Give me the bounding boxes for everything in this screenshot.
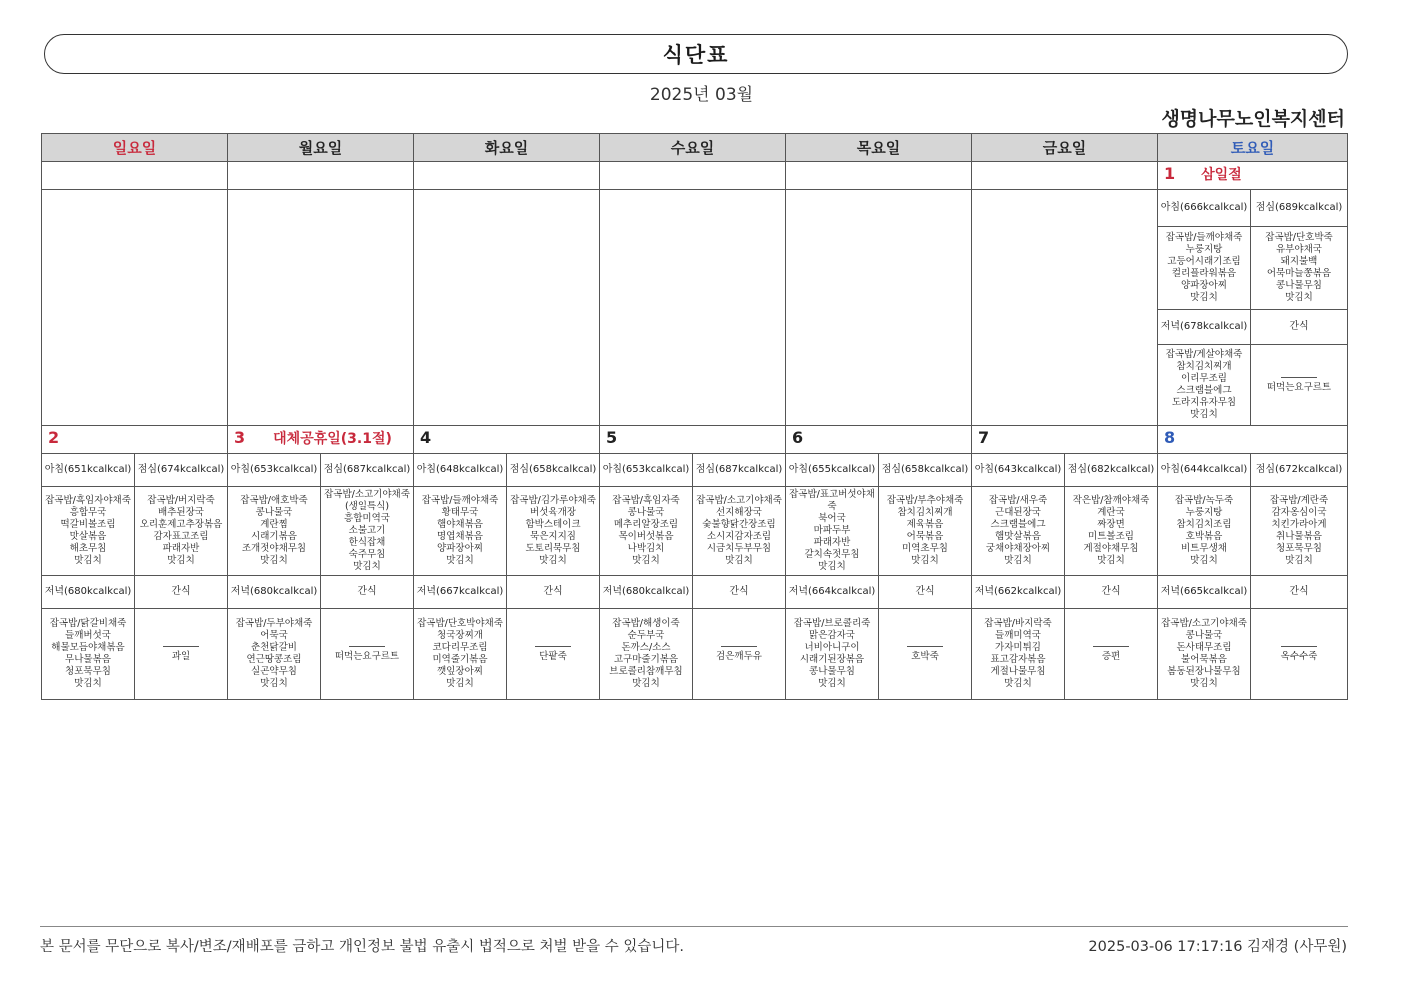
dish-item: 떡갈비볼조림: [60, 519, 116, 530]
dish-item: 맛김치: [1004, 555, 1032, 566]
empty-day-cell: [600, 190, 786, 426]
dish-item: 이리무조림: [1181, 373, 1227, 384]
dish-item: 잡곡밥/해생이죽: [612, 618, 680, 629]
dish-item: 햄맛살볶음: [995, 531, 1041, 542]
empty-date-cell: [972, 162, 1158, 190]
dish-list: [693, 487, 786, 576]
footer-notice: 본 문서를 무단으로 복사/변조/재배포를 금하고 개인정보 불법 유출시 법적으로 처벌 받을 수 있습니다.: [40, 939, 684, 955]
dish-item: 숯불향닭간장조림: [702, 519, 776, 530]
meal-label: 저녁(662kcalkcal): [972, 576, 1065, 609]
snack-divider: [907, 646, 943, 647]
dish-list: [42, 609, 135, 700]
meal-label: 저녁(680kcalkcal): [600, 576, 693, 609]
dish-item: 고등어시래기조림: [1167, 256, 1241, 267]
dish-item: 맛김치: [911, 555, 939, 566]
snack-item: 단팥죽: [539, 650, 567, 662]
dish-item: 맛김치: [632, 678, 660, 689]
dish-item: 불어묵볶음: [1181, 654, 1227, 665]
dish-item: 버섯육개장: [530, 507, 576, 518]
dish-item: 고구마줄기볶음: [613, 654, 679, 665]
dish-item: 잡곡밥/소고기야채죽: [696, 495, 782, 506]
meal-label: 간식: [693, 576, 786, 609]
meal-label: 점심(687kcalkcal): [693, 454, 786, 487]
date-cell: [228, 426, 414, 454]
dish-item: 미역초무침: [902, 543, 948, 554]
dish-item: 연근땅콩조림: [246, 654, 302, 665]
dish-list: [1158, 609, 1251, 700]
meal-label: 점심(672kcalkcal): [1251, 454, 1348, 487]
dish-list: [1251, 487, 1348, 576]
meal-label: 아침(653kcalkcal): [600, 454, 693, 487]
date-cell: [42, 426, 228, 454]
meal-label: 점심(658kcalkcal): [879, 454, 972, 487]
dish-item: 가자미튀김: [995, 642, 1041, 653]
dish-item: 양파장아찌: [1181, 280, 1227, 291]
date-cell: [600, 426, 786, 454]
dish-item: 배추된장국: [158, 507, 204, 518]
snack-item: 과일: [171, 650, 191, 662]
dish-item: 맑은감자국: [809, 630, 855, 641]
dish-item: 스크램블에그: [990, 519, 1046, 530]
snack-cell: [1065, 609, 1158, 700]
dish-item: 해초무침: [69, 543, 107, 554]
date-cell: [1158, 426, 1348, 454]
snack-item: 검은깨두유: [716, 650, 762, 662]
dish-item: 어묵국: [260, 630, 288, 641]
snack-item: 떠먹는요구르트: [1266, 381, 1332, 393]
dish-item: 맛김치: [446, 678, 474, 689]
footer-divider: [40, 926, 1348, 927]
dish-item: 선지해장국: [716, 507, 762, 518]
dish-item: 잡곡밥/게살야채죽: [1165, 349, 1243, 360]
snack-cell: [693, 609, 786, 700]
dish-item: 맛김치: [1285, 292, 1313, 303]
dish-list: [1158, 227, 1251, 310]
dish-item: 돼지불백: [1280, 256, 1318, 267]
dish-item: 시금치두부무침: [706, 543, 772, 554]
weekday-header: 화요일: [414, 134, 600, 162]
dish-list: [42, 487, 135, 576]
dish-item: 잡곡밥/흑임자야채죽: [45, 495, 131, 506]
dish-item: 양파장아찌: [437, 543, 483, 554]
dish-item: 들깨버섯국: [65, 630, 111, 641]
snack-divider: [1281, 646, 1317, 647]
dish-item: 잡곡밥/소고기야채죽: [1161, 618, 1247, 629]
title-box: [44, 34, 1348, 74]
dish-item: 미역줄기볶음: [432, 654, 488, 665]
dish-item: 콩나물국: [627, 507, 665, 518]
dish-list: [135, 487, 228, 576]
dish-list: [1065, 487, 1158, 576]
dish-item: 돈사태무조림: [1176, 642, 1232, 653]
dish-item: 맛김치: [1190, 555, 1218, 566]
dish-item: 콩나물무침: [809, 666, 855, 677]
dish-list: [414, 609, 507, 700]
dish-item: 맛김치: [818, 561, 846, 572]
weekday-header: 수요일: [600, 134, 786, 162]
dish-list: [1251, 227, 1348, 310]
meal-label: 간식: [1251, 576, 1348, 609]
snack-divider: [1093, 646, 1129, 647]
snack-cell: [1251, 609, 1348, 700]
dish-list: [228, 609, 321, 700]
dish-item: 참치김치찌개: [897, 507, 953, 518]
meal-label: 저녁(678kcalkcal): [1158, 310, 1251, 345]
dish-list: [507, 487, 600, 576]
dish-item: 컬리플라워볶음: [1171, 268, 1237, 279]
dish-item: 게절야채무침: [1083, 543, 1139, 554]
meal-label: 저녁(665kcalkcal): [1158, 576, 1251, 609]
dish-item: 너비아니구이: [804, 642, 860, 653]
dish-item: 춘천닭갈비: [251, 642, 297, 653]
dish-item: 깻잎장아찌: [437, 666, 483, 677]
dish-item: 궁채야채장아찌: [985, 543, 1051, 554]
dish-item: 맛김치: [74, 555, 102, 566]
dish-list: [1158, 487, 1251, 576]
date-number: 2: [48, 428, 60, 447]
meal-calendar: [41, 133, 1348, 700]
date-number: 6: [792, 428, 804, 447]
snack-cell: [879, 609, 972, 700]
weekday-header: 금요일: [972, 134, 1158, 162]
dish-item: 콩나물무침: [1276, 280, 1322, 291]
dish-item: 맛김치: [1190, 292, 1218, 303]
meal-label: 아침(666kcalkcal): [1158, 190, 1251, 227]
dish-item: 잡곡밥/단호박야채죽: [417, 618, 503, 629]
snack-cell: [1251, 345, 1348, 426]
dish-item: 시래기볶음: [251, 531, 297, 542]
meal-label: 저녁(664kcalkcal): [786, 576, 879, 609]
dish-list: [600, 609, 693, 700]
meal-label: 간식: [321, 576, 414, 609]
dish-item: 햄야채볶음: [437, 519, 483, 530]
dish-item: 맛김치: [1285, 555, 1313, 566]
meal-label: 아침(644kcalkcal): [1158, 454, 1251, 487]
empty-day-cell: [414, 190, 600, 426]
dish-item: 소불고기: [348, 525, 386, 536]
footer-stamp: 2025-03-06 17:17:16 김재경 (사무원): [1088, 939, 1347, 955]
snack-cell: [321, 609, 414, 700]
dish-item: 콩나물국: [1185, 630, 1223, 641]
meal-label: 점심(689kcalkcal): [1251, 190, 1348, 227]
snack-divider: [535, 646, 571, 647]
dish-item: 잡곡밥/들깨야채죽: [1165, 232, 1243, 243]
dish-item: 작은밥/참깨야채죽: [1072, 495, 1150, 506]
dish-list: [879, 487, 972, 576]
dish-item: 소시지감자조림: [706, 531, 772, 542]
dish-list: [972, 487, 1065, 576]
dish-item: 호박볶음: [1185, 531, 1223, 542]
empty-date-cell: [600, 162, 786, 190]
snack-divider: [1281, 377, 1317, 378]
dish-item: 목이버섯볶음: [618, 531, 674, 542]
dish-item: 맛김치: [1097, 555, 1125, 566]
page-title: 식단표: [662, 43, 730, 67]
organization-name: 생명나무노인복지센터: [1161, 108, 1345, 130]
dish-item: 잡곡밥/계란죽: [1269, 495, 1329, 506]
dish-item: 유부야채국: [1276, 244, 1322, 255]
dish-item: 맛김치: [353, 561, 381, 572]
dish-item: 맛김치: [260, 678, 288, 689]
meal-label: 간식: [135, 576, 228, 609]
meal-label: 간식: [507, 576, 600, 609]
dish-list: [786, 609, 879, 700]
dish-item: 조개젓야채무침: [241, 543, 307, 554]
dish-item: 어묵마늘쫑볶음: [1266, 268, 1332, 279]
dish-item: 순두부국: [627, 630, 665, 641]
dish-item: 흥합미역국: [344, 513, 390, 524]
meal-label: 아침(643kcalkcal): [972, 454, 1065, 487]
dish-item: 마파두부: [813, 525, 851, 536]
dish-item: 잡곡밥/표고버섯야채죽: [789, 489, 875, 512]
dish-item: 참치김치조림: [1176, 519, 1232, 530]
dish-item: 청포묵무침: [1276, 543, 1322, 554]
dish-item: 계란찜: [260, 519, 288, 530]
dish-item: 갈치속젓무침: [804, 549, 860, 560]
dish-item: 스크램블에그: [1176, 385, 1232, 396]
meal-label: 점심(687kcalkcal): [321, 454, 414, 487]
dish-item: 미트볼조림: [1088, 531, 1134, 542]
dish-item: 짜장면: [1097, 519, 1125, 530]
dish-item: 누룽지탕: [1185, 244, 1223, 255]
dish-item: 오리훈제고추장볶음: [139, 519, 223, 530]
dish-item: 맛김치: [725, 555, 753, 566]
dish-item: 실곤약무침: [251, 666, 297, 677]
dish-item: 봄동된장나물무침: [1167, 666, 1241, 677]
meal-label: 점심(658kcalkcal): [507, 454, 600, 487]
dish-item: 잡곡밥/흑임자죽: [612, 495, 680, 506]
snack-cell: [135, 609, 228, 700]
meal-label: 점심(674kcalkcal): [135, 454, 228, 487]
meal-label: 아침(651kcalkcal): [42, 454, 135, 487]
dish-item: 잡곡밥/단호박죽: [1265, 232, 1333, 243]
meal-label: 저녁(680kcalkcal): [228, 576, 321, 609]
dish-item: 한식잡채: [348, 537, 386, 548]
date-cell: [1158, 162, 1348, 190]
meal-label: 아침(653kcalkcal): [228, 454, 321, 487]
meal-label: 점심(682kcalkcal): [1065, 454, 1158, 487]
dish-item: 맛김치: [74, 678, 102, 689]
date-cell: [786, 426, 972, 454]
snack-item: 증편: [1101, 650, 1121, 662]
dish-item: 잡곡밥/김가루야채죽: [510, 495, 596, 506]
empty-date-cell: [228, 162, 414, 190]
snack-divider: [349, 646, 385, 647]
dish-item: 어묵볶음: [906, 531, 944, 542]
dish-item: 잡곡밥/버지락죽: [147, 495, 215, 506]
dish-item: 시래기된장볶음: [799, 654, 865, 665]
date-number: 1: [1164, 164, 1176, 183]
dish-list: [321, 487, 414, 576]
dish-item: 들깨미역국: [995, 630, 1041, 641]
holiday-label: 대체공휴일(3.1절): [273, 431, 392, 447]
dish-item: 무나물볶음: [65, 654, 111, 665]
empty-day-cell: [972, 190, 1158, 426]
snack-cell: [507, 609, 600, 700]
dish-item: 맛살볶음: [69, 531, 107, 542]
dish-item: 숙주무침: [348, 549, 386, 560]
dish-item: 콩나물국: [255, 507, 293, 518]
dish-item: 파래자반: [162, 543, 200, 554]
date-number: 5: [606, 428, 618, 447]
dish-item: 묵은지지짐: [530, 531, 576, 542]
dish-item: 잡곡밥/소고기야채죽(생일특식): [324, 489, 410, 512]
dish-item: 도라지유자무침: [1171, 397, 1237, 408]
snack-divider: [721, 646, 757, 647]
meal-label: 아침(655kcalkcal): [786, 454, 879, 487]
dish-list: [600, 487, 693, 576]
dish-item: 맛김치: [818, 678, 846, 689]
weekday-header: 목요일: [786, 134, 972, 162]
dish-list: [972, 609, 1065, 700]
dish-item: 잡곡밥/녹두죽: [1174, 495, 1234, 506]
dish-item: 잡곡밥/닭갈비채죽: [49, 618, 127, 629]
snack-item: 떠먹는요구르트: [334, 650, 400, 662]
empty-day-cell: [786, 190, 972, 426]
dish-item: 감자표고조림: [153, 531, 209, 542]
date-cell: [972, 426, 1158, 454]
date-cell: [414, 426, 600, 454]
date-number: 4: [420, 428, 432, 447]
dish-item: 잡곡밥/브로콜리죽: [793, 618, 871, 629]
dish-item: 근대된장국: [995, 507, 1041, 518]
empty-day-cell: [42, 190, 228, 426]
dish-item: 코다리무조림: [432, 642, 488, 653]
dish-item: 잡곡밥/부추야채죽: [886, 495, 964, 506]
snack-item: 옥수수죽: [1280, 650, 1318, 662]
snack-divider: [163, 646, 199, 647]
dish-item: 흥합무국: [69, 507, 107, 518]
dish-item: 맛김치: [1004, 678, 1032, 689]
dish-item: 맛김치: [632, 555, 660, 566]
dish-item: 청국장찌개: [437, 630, 483, 641]
weekday-header: 월요일: [228, 134, 414, 162]
holiday-label: 삼일절: [1201, 167, 1242, 183]
dish-item: 메추리알장조림: [613, 519, 679, 530]
period-label: 2025년 03월: [649, 85, 754, 105]
dish-item: 황태무국: [441, 507, 479, 518]
empty-date-cell: [414, 162, 600, 190]
dish-item: 나박김치: [627, 543, 665, 554]
dish-item: 함박스테이크: [525, 519, 581, 530]
dish-item: 계란국: [1097, 507, 1125, 518]
dish-item: 게절나물무침: [990, 666, 1046, 677]
dish-item: 잡곡밥/애호박죽: [240, 495, 308, 506]
date-number: 3: [234, 428, 246, 447]
dish-item: 제육볶음: [906, 519, 944, 530]
dish-item: 파래자반: [813, 537, 851, 548]
meal-label: 간식: [1065, 576, 1158, 609]
dish-item: 맛김치: [539, 555, 567, 566]
empty-date-cell: [42, 162, 228, 190]
weekday-header: 일요일: [42, 134, 228, 162]
date-number: 8: [1164, 428, 1176, 447]
meal-label: 간식: [1251, 310, 1348, 345]
dish-item: 취나물볶음: [1276, 531, 1322, 542]
dish-item: 치킨가라아게: [1271, 519, 1327, 530]
dish-item: 돈까스/소스: [621, 642, 671, 653]
dish-item: 맛김치: [260, 555, 288, 566]
dish-item: 도토리묵무침: [525, 543, 581, 554]
dish-list: [786, 487, 879, 576]
dish-item: 명엽채볶음: [437, 531, 483, 542]
meal-label: 저녁(680kcalkcal): [42, 576, 135, 609]
empty-date-cell: [786, 162, 972, 190]
weekday-header: 토요일: [1158, 134, 1348, 162]
meal-label: 저녁(667kcalkcal): [414, 576, 507, 609]
dish-list: [414, 487, 507, 576]
dish-item: 누룽지탕: [1185, 507, 1223, 518]
dish-item: 잡곡밥/바지락죽: [984, 618, 1052, 629]
dish-item: 잡곡밥/새우죽: [988, 495, 1048, 506]
dish-item: 맛김치: [1190, 409, 1218, 420]
dish-item: 브로콜리참깨무침: [609, 666, 683, 677]
meal-label: 아침(648kcalkcal): [414, 454, 507, 487]
dish-item: 청포묵무침: [65, 666, 111, 677]
snack-item: 호박죽: [911, 650, 939, 662]
dish-item: 맛김치: [167, 555, 195, 566]
dish-list: [228, 487, 321, 576]
dish-item: 맛김치: [446, 555, 474, 566]
dish-item: 감자옹심이국: [1271, 507, 1327, 518]
dish-item: 잡곡밥/두부야채죽: [235, 618, 313, 629]
date-number: 7: [978, 428, 990, 447]
dish-item: 참치김치찌개: [1176, 361, 1232, 372]
dish-item: 해물모듬야채볶음: [51, 642, 125, 653]
dish-list: [1158, 345, 1251, 426]
dish-item: 표고감자볶음: [990, 654, 1046, 665]
dish-item: 맛김치: [1190, 678, 1218, 689]
empty-day-cell: [228, 190, 414, 426]
dish-item: 잡곡밥/들깨야채죽: [421, 495, 499, 506]
dish-item: 북어국: [818, 513, 846, 524]
dish-item: 비트무생채: [1181, 543, 1227, 554]
meal-label: 간식: [879, 576, 972, 609]
